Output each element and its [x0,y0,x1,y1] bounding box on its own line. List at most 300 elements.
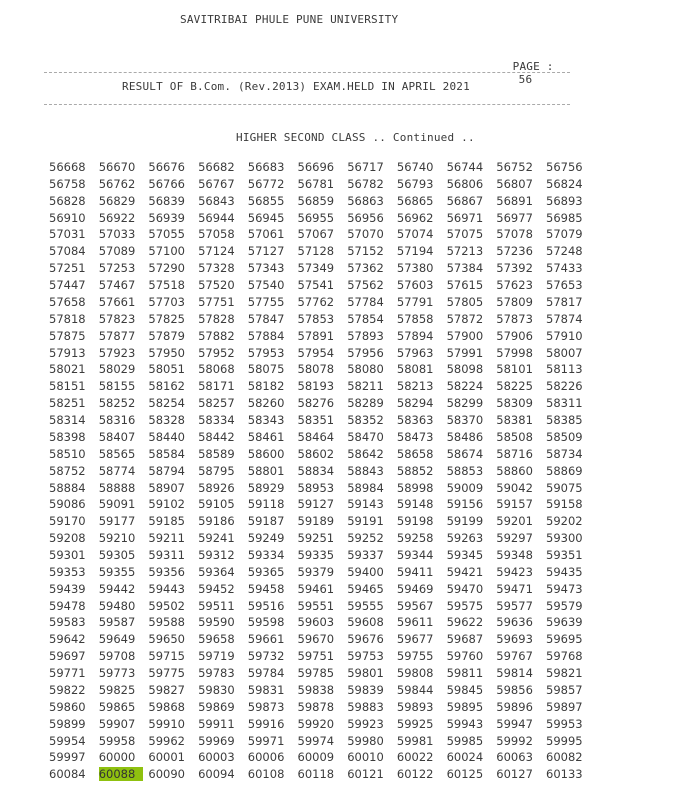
seat-number: 56945 [247,210,285,225]
seat-number: 59351 [546,548,583,562]
seat-number: 56744 [446,160,484,174]
seat-number: 57447 [49,278,86,293]
seat-number: 60000 [98,750,136,765]
seat-number: 59435 [546,564,583,579]
seat-number: 59838 [297,682,335,697]
seat-number: 58098 [446,362,484,377]
seat-number: 59588 [148,615,185,630]
seat-number: 58853 [446,463,484,478]
seat-number: 59198 [396,514,434,529]
seat-number: 59478 [49,598,86,613]
page-indicator [499,47,554,86]
seat-number: 57853 [297,311,335,326]
seat-number: 58370 [446,413,484,428]
seat-number: 60001 [148,750,185,765]
seat-number: 59997 [49,750,86,765]
seat-number: 58251 [49,396,86,411]
seat-number: 57891 [297,328,335,343]
seat-number: 59811 [446,666,484,681]
seat-number: 59598 [247,615,285,630]
seat-number: 59995 [546,733,583,748]
seat-row [49,632,609,649]
top-divider [44,72,570,73]
seat-number: 58589 [198,446,235,461]
seat-number: 57100 [148,244,185,259]
seat-number: 58081 [396,362,434,377]
seat-number: 58869 [546,463,583,478]
seat-number: 59923 [347,716,384,731]
seat-number: 57152 [347,244,384,259]
seat-number: 59693 [496,632,533,647]
seat-number: 58734 [546,446,583,461]
seat-number: 59767 [496,649,533,664]
seat-number: 58998 [396,480,434,495]
seat-row [49,683,609,700]
seat-row [49,531,609,548]
seat-number: 59962 [148,733,185,748]
seat-number: 58299 [446,396,484,411]
seat-number: 59856 [496,682,533,697]
seat-number: 59185 [148,514,185,529]
seat-number: 59148 [396,497,434,512]
seat-number: 58213 [396,379,434,394]
seat-number: 57384 [446,261,484,276]
seat-number: 57540 [247,278,285,293]
seat-number: 59516 [247,598,285,613]
seat-number: 57194 [396,244,434,259]
seat-number: 57067 [297,227,335,242]
seat-number: 57872 [446,311,484,326]
seat-number: 57910 [546,328,583,343]
seat-number: 59421 [446,564,484,579]
seat-row [49,464,609,481]
seat-row [49,481,609,498]
seat-number: 58352 [347,413,384,428]
seat-row [49,160,609,177]
seat-number: 59511 [198,598,235,613]
seat-number: 59312 [198,548,235,562]
seat-number: 58101 [496,362,533,377]
seat-number: 57874 [546,311,583,326]
seat-number: 59771 [49,666,86,681]
seat-number: 57906 [496,328,533,343]
seat-number: 59439 [49,581,86,596]
seat-row [49,514,609,531]
seat-number: 56676 [148,160,185,174]
seat-number: 59649 [98,632,136,647]
seat-number: 59364 [198,564,235,579]
seat-number: 56985 [546,210,583,225]
seat-number: 58565 [98,446,136,461]
seat-number: 58080 [347,362,384,377]
seat-number: 59831 [247,682,285,697]
seat-number: 58440 [148,429,185,444]
seat-number: 57900 [446,328,484,343]
seat-number: 57251 [49,261,86,276]
seat-number: 59857 [546,682,583,697]
seat-number: 59611 [396,615,434,630]
seat-number: 59893 [396,699,434,714]
seat-number: 59157 [496,497,533,512]
seat-number: 58464 [297,429,335,444]
seat-number: 59869 [198,699,235,714]
seat-number: 59980 [347,733,384,748]
seat-number: 59199 [446,514,484,529]
seat-number: 57433 [546,261,583,276]
seat-number: 58801 [247,463,285,478]
seat-row [49,734,609,751]
seat-number: 58226 [546,379,583,394]
seat-number: 59943 [446,716,484,731]
seat-row [49,447,609,464]
seat-number: 59345 [446,548,484,562]
seat-number: 59801 [347,666,384,681]
seat-number: 57875 [49,328,86,343]
class-heading: HIGHER SECOND CLASS .. Continued .. [236,131,475,144]
seat-number: 59189 [297,514,335,529]
seat-number: 59009 [446,480,484,495]
seat-number: 59575 [446,598,484,613]
seat-number: 56756 [546,160,583,174]
seat-number: 59411 [396,564,434,579]
seat-number: 59670 [297,632,335,647]
seat-number: 56977 [496,210,533,225]
seat-number: 59907 [98,716,136,731]
seat-number: 59461 [297,581,335,596]
seat-number: 58363 [396,413,434,428]
seat-number: 57074 [396,227,434,242]
seat-row [49,295,609,312]
seat-number: 59297 [496,531,533,546]
seat-number: 56944 [198,210,235,225]
seat-number: 57791 [396,294,434,309]
seat-number: 58470 [347,429,384,444]
seat-number: 60063 [496,750,533,765]
seat-number: 57290 [148,261,185,276]
seat-number: 59590 [198,615,235,630]
seat-number: 58289 [347,396,384,411]
seat-number: 58852 [396,463,434,478]
seat-number: 58752 [49,463,86,478]
seat-number: 58257 [198,396,235,411]
seat-number: 57380 [396,261,434,276]
seat-number: 59551 [297,598,335,613]
seat-number: 57858 [396,311,434,326]
seat-number: 56806 [446,176,484,191]
seat-number: 56859 [297,193,335,208]
seat-number: 59896 [496,699,533,714]
seat-number: 59839 [347,682,384,697]
seat-number: 56782 [347,176,384,191]
seat-number: 57349 [297,261,335,276]
seat-number: 58343 [247,413,285,428]
seat-number: 59814 [496,666,533,681]
seat-number: 57541 [297,278,335,293]
seat-number: 58385 [546,413,583,428]
seat-number: 57328 [198,261,235,276]
seat-number: 58075 [247,362,285,377]
seat-number: 59760 [446,649,484,664]
seat-number: 60084 [49,767,86,782]
seat-number: 56752 [496,160,533,174]
seat-number: 58794 [148,463,185,478]
seat-number: 56807 [496,176,533,191]
seat-number: 59143 [347,497,384,512]
seat-number: 58407 [98,429,136,444]
highlighted-seat-number: 60088 [99,767,143,781]
seat-number: 56758 [49,176,86,191]
seat-number: 59186 [198,514,235,529]
seat-number: 59773 [98,666,136,681]
seat-row [49,329,609,346]
seat-number: 60010 [347,750,384,765]
seat-number: 59981 [396,733,434,748]
seat-number: 57882 [198,328,235,343]
seat-row [49,379,609,396]
seat-number: 57809 [496,294,533,309]
seat-number: 59751 [297,649,335,664]
seat-number: 60094 [198,767,235,782]
seat-row [49,362,609,379]
seat-number: 57884 [247,328,285,343]
seat-number: 59127 [297,497,335,512]
seat-number: 59355 [98,564,136,579]
seat-number: 59042 [496,480,533,495]
seat-number: 56717 [347,160,384,174]
seat-number: 57248 [546,244,583,259]
seat-number: 58162 [148,379,185,394]
seat-number: 59471 [496,581,533,596]
seat-number: 57653 [546,278,583,293]
seat-number: 57817 [546,294,583,309]
seat-number: 57623 [496,278,533,293]
seat-number: 56696 [297,160,335,174]
seat-number: 59971 [247,733,285,748]
seat-number: 57755 [247,294,285,309]
seat-number: 58834 [297,463,335,478]
seat-number: 58716 [496,446,533,461]
seat-number: 57070 [347,227,384,242]
seat-number: 57603 [396,278,434,293]
seat-number: 57784 [347,294,384,309]
seat-number: 59974 [297,733,335,748]
seat-number: 59465 [347,581,384,596]
seat-number: 57075 [446,227,484,242]
seat-number: 59953 [546,716,583,731]
seat-number: 59642 [49,632,86,647]
seat-number: 59992 [496,733,533,748]
seat-number: 59622 [446,615,484,630]
seat-number: 59897 [546,699,583,714]
page-label: PAGE : [512,60,554,73]
seat-row [49,548,609,565]
seat-number: 58774 [98,463,136,478]
seat-number: 58795 [198,463,235,478]
seat-number: 59920 [297,716,335,731]
seat-number: 59925 [396,716,434,731]
seat-number: 57818 [49,311,86,326]
seat-number: 56766 [148,176,185,191]
seat-number: 59075 [546,480,583,495]
seat-number: 59916 [247,716,285,731]
seat-number: 59567 [396,598,434,613]
seat-number: 56682 [198,160,235,174]
seat-number: 56891 [496,193,533,208]
seat-number: 60122 [396,767,434,782]
seat-number: 59158 [546,497,583,512]
seat-number: 59334 [247,548,285,562]
seat-number: 59732 [247,649,285,664]
seat-number: 57828 [198,311,235,326]
seat-number: 59156 [446,497,484,512]
seat-number: 56962 [396,210,434,225]
seat-number: 56829 [98,193,136,208]
seat-number: 58051 [148,362,185,377]
seat-number: 59263 [446,531,484,546]
seat-number: 57520 [198,278,235,293]
seat-row [49,700,609,717]
seat-number: 57923 [98,345,136,360]
seat-number: 57823 [98,311,136,326]
seat-number: 59353 [49,564,86,579]
seat-number: 59639 [546,615,583,630]
seat-number: 59825 [98,682,136,697]
seat-number: 59300 [546,531,583,546]
seat-number: 59469 [396,581,434,596]
seat-number: 58602 [297,446,335,461]
seat-row [49,717,609,734]
seat-number: 56767 [198,176,235,191]
seat-number: 59687 [446,632,484,647]
seat-number: 59608 [347,615,384,630]
seat-number: 57854 [347,311,384,326]
seat-number: 57873 [496,311,533,326]
seat-number: 59251 [297,531,335,546]
seat-number: 59695 [546,632,583,647]
seat-number: 58068 [198,362,235,377]
seat-number: 57236 [496,244,533,259]
seat-number: 59305 [98,548,136,562]
seat-number: 59452 [198,581,235,596]
seat-number: 59365 [247,564,285,579]
seat-number: 58984 [347,480,384,495]
seat-number: 59785 [297,666,335,681]
seat-number: 56893 [546,193,583,208]
seat-number: 58225 [496,379,533,394]
seat-number: 59480 [98,598,136,613]
seat-number: 59201 [496,514,533,529]
seat-number: 59910 [148,716,185,731]
seat-number: 57877 [98,328,136,343]
seat-number: 59708 [98,649,136,664]
seat-number: 59783 [198,666,235,681]
seat-row [49,750,609,767]
seat-number: 59873 [247,699,285,714]
seat-row [49,177,609,194]
seat-number: 59947 [496,716,533,731]
seat-number: 60003 [198,750,235,765]
seat-number: 59502 [148,598,185,613]
seat-number: 58442 [198,429,235,444]
seat-number: 58509 [546,429,583,444]
seat-number: 57392 [496,261,533,276]
seat-number: 59697 [49,649,86,664]
seat-number: 58381 [496,413,533,428]
seat-number: 59985 [446,733,484,748]
seat-number: 59844 [396,682,434,697]
seat-number: 56956 [347,210,384,225]
seat-number: 60127 [496,767,533,782]
seat-number: 59356 [148,564,185,579]
seat-row [49,413,609,430]
seat-number: 57998 [496,345,533,360]
seat-number: 58888 [98,480,136,495]
seat-number: 57343 [247,261,285,276]
seat-number: 58254 [148,396,185,411]
seat-number: 60121 [347,767,384,782]
seat-number: 60118 [297,767,335,782]
seat-number: 56762 [98,176,136,191]
seat-number: 59337 [347,548,384,562]
seat-number: 57089 [98,244,136,259]
seat-row [49,312,609,329]
seat-number: 59249 [247,531,285,546]
seat-row [49,599,609,616]
seat-number: 59676 [347,632,384,647]
seat-number: 57061 [247,227,285,242]
seat-number: 57058 [198,227,235,242]
seat-number: 59899 [49,716,86,731]
seat-number: 59821 [546,666,583,681]
seat-number: 59335 [297,548,335,562]
seat-number: 59636 [496,615,533,630]
seat-row [49,565,609,582]
seat-number: 57127 [247,244,285,259]
seat-number: 57847 [247,311,285,326]
seat-number: 58021 [49,362,86,377]
seat-number: 57913 [49,345,86,360]
seat-number: 57805 [446,294,484,309]
seat-number: 59202 [546,514,583,529]
seat-number: 59170 [49,514,86,529]
seat-number: 58151 [49,379,86,394]
seat-number: 57893 [347,328,384,343]
seat-number: 56670 [98,160,136,174]
seat-number: 59400 [347,564,384,579]
seat-row [49,244,609,261]
seat-number: 57079 [546,227,583,242]
seat-number: 58260 [247,396,285,411]
seat-number: 58510 [49,446,86,461]
seat-row [49,346,609,363]
seat-number: 58461 [247,429,285,444]
seat-number: 60082 [546,750,583,765]
seat-number: 57213 [446,244,484,259]
seat-number: 59753 [347,649,384,664]
seat-number: 59470 [446,581,484,596]
seat-number: 59827 [148,682,185,697]
seat-number: 57661 [98,294,136,309]
seat-number: 59210 [98,531,136,546]
seat-number: 59252 [347,531,384,546]
seat-row [49,497,609,514]
seat-number: 59658 [198,632,235,647]
seat-number: 57031 [49,227,86,242]
seat-number: 58486 [446,429,484,444]
seat-number: 56781 [297,176,335,191]
seat-number: 58311 [546,396,583,411]
seat-number: 59473 [546,581,583,596]
